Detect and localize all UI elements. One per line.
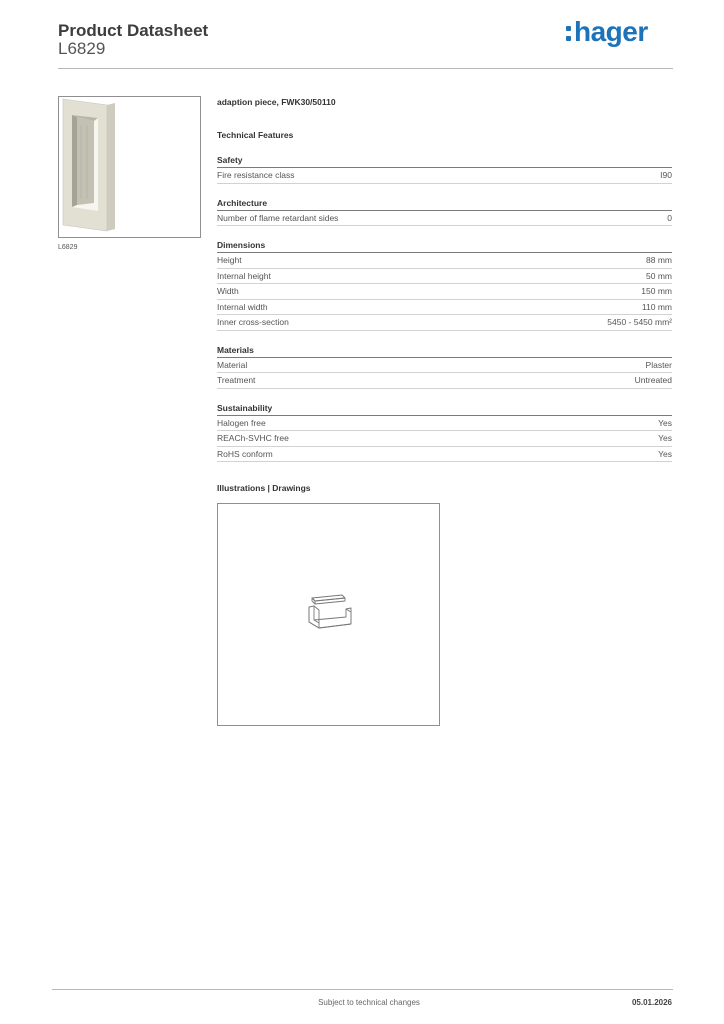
section-title: Dimensions — [217, 240, 672, 253]
property-value: Yes — [658, 433, 672, 443]
property-row — [217, 284, 672, 300]
adaption-piece-image — [59, 97, 200, 237]
footer-divider — [52, 989, 673, 990]
section-architecture — [217, 198, 672, 227]
section-sustainability — [217, 403, 672, 463]
property-row — [217, 300, 672, 316]
section-title: Sustainability — [217, 403, 672, 416]
product-code: L6829 — [58, 39, 106, 58]
property-label: Fire resistance class — [217, 170, 295, 180]
property-value: 110 mm — [641, 301, 672, 312]
image-caption: L6829 — [58, 244, 78, 251]
property-value: 88 mm — [646, 255, 672, 265]
property-label: Width — [217, 286, 239, 296]
product-name: adaption piece, FWK30/50110 — [217, 97, 336, 107]
property-label: Internal height — [217, 270, 271, 281]
property-row — [217, 253, 672, 269]
technical-drawing — [218, 504, 439, 725]
property-label: Inner cross-section — [217, 317, 289, 327]
property-value: 150 mm — [641, 286, 672, 296]
section-materials — [217, 345, 672, 389]
property-row — [217, 269, 672, 285]
property-row — [217, 431, 672, 447]
property-row — [217, 447, 672, 463]
property-label: Height — [217, 255, 242, 265]
property-label: RoHS conform — [217, 448, 273, 459]
hager-logo — [566, 15, 648, 49]
section-dimensions — [217, 240, 672, 331]
property-row — [217, 315, 672, 331]
property-row — [217, 168, 672, 184]
property-label: Material — [217, 359, 248, 370]
property-row — [217, 373, 672, 389]
property-label: Number of flame retardant sides — [217, 212, 339, 223]
technical-features-title: Technical Features — [217, 130, 294, 140]
footer-note: Subject to technical changes — [318, 998, 420, 1007]
property-row — [217, 358, 672, 374]
property-value: 0 — [667, 212, 672, 223]
header-divider — [58, 68, 673, 69]
property-value: I90 — [660, 170, 672, 180]
property-label: REACh-SVHC free — [217, 433, 289, 443]
logo-text: hager — [574, 16, 648, 47]
illustrations-title: Illustrations | Drawings — [217, 483, 311, 493]
property-value: Yes — [658, 417, 672, 428]
logo-dots-icon — [566, 26, 571, 41]
property-label: Internal width — [217, 301, 268, 312]
property-label: Treatment — [217, 375, 256, 385]
property-value: 50 mm — [646, 270, 672, 281]
property-value: Plaster — [645, 359, 672, 370]
section-title: Safety — [217, 155, 672, 168]
product-image — [58, 96, 201, 238]
property-label: Halogen free — [217, 417, 266, 428]
footer-date: 05.01.2026 — [631, 998, 672, 1007]
doc-title: Product Datasheet — [58, 21, 209, 40]
property-row — [217, 416, 672, 432]
product-details — [217, 96, 672, 726]
property-row — [217, 211, 672, 227]
section-safety — [217, 155, 672, 184]
drawing-frame — [217, 503, 440, 726]
property-value: 5450 - 5450 mm² — [607, 317, 672, 327]
property-value: Yes — [658, 448, 672, 459]
property-value: Untreated — [634, 375, 672, 385]
section-title: Architecture — [217, 198, 672, 211]
section-title: Materials — [217, 345, 672, 358]
